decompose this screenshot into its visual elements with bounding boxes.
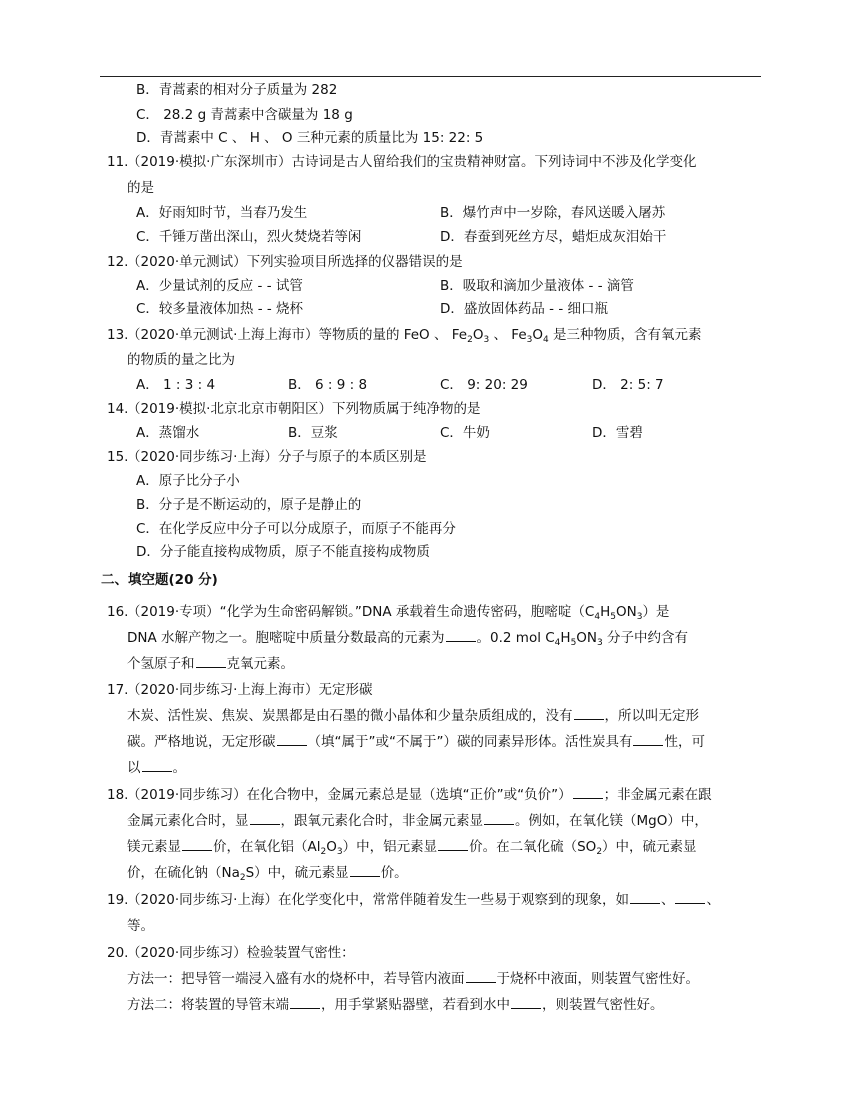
q12-option-d: D．盛放固体药品 - - 细口瓶	[440, 301, 609, 317]
q12-stem: （2020·单元测试）下列实验项目所选择的仪器错误的是	[127, 254, 463, 270]
answer-blank[interactable]	[675, 891, 705, 904]
q19-number: 19.	[107, 892, 129, 908]
answer-blank[interactable]	[277, 733, 307, 746]
q16-line3: 个氢原子和 克氧元素。	[127, 656, 294, 672]
header-rule	[100, 76, 761, 77]
q16-line1: （2019·专项）“化学为生命密码解锁。”DNA 承载着生命遗传密码，胞嘧啶$(C_4H_5ON_3)$是	[127, 604, 670, 622]
q20-number: 20.	[107, 945, 129, 961]
answer-blank[interactable]	[182, 838, 212, 851]
q17-number: 17.	[107, 682, 129, 698]
q14-option-d: D．雪碧	[592, 425, 643, 441]
prev-option-d: D．青蒿素中 C 、 H 、 O 三种元素的质量比为 15: 22: 5	[136, 130, 484, 146]
q11-stem-line1: （2019·模拟·广东深圳市）古诗词是古人留给我们的宝贵精神财富。下列诗词中不涉及化学变化	[127, 154, 697, 170]
q14-option-a: A．蒸馏水	[136, 425, 200, 441]
answer-blank[interactable]	[633, 733, 663, 746]
q13-option-b: B． 6 : 9 : 8	[288, 377, 368, 393]
answer-blank[interactable]	[574, 707, 604, 720]
answer-blank[interactable]	[196, 655, 226, 668]
q17-line3: 碳。严格地说，无定形碳 （填“属于”或“不属于”）碳的同素异形体。活性炭具有 性，可	[127, 734, 705, 750]
q18-line2: 金属元素化合时，显 ，跟氧元素化合时，非金属元素显 。例如，在氧化镁（MgO）中，	[127, 813, 708, 829]
q15-option-b: B．分子是不断运动的，原子是静止的	[136, 497, 362, 513]
answer-blank[interactable]	[484, 812, 514, 825]
q18-line3: 镁元素显 价，在氧化铝$(Al_2O_3)$中，铝元素显 价。在二氧化硫$(SO_2)$中，硫元素显	[127, 839, 697, 857]
q15-number: 15.	[107, 449, 129, 465]
answer-blank[interactable]	[142, 759, 172, 772]
answer-blank[interactable]	[511, 996, 541, 1009]
q13-stem-line1: （2020·单元测试·上海上海市）等物质的量的 FeO 、 $Fe_2O_3$ 、 $Fe_3O_4$ 是三种物质，含有氧元素	[127, 327, 702, 345]
q12-number: 12.	[107, 254, 129, 270]
q13-stem-line2: 的物质的量之比为	[127, 352, 235, 368]
q20-stem: （2020·同步练习）检验装置气密性：	[127, 945, 355, 961]
q12-option-b: B．吸取和滴加少量液体 - - 滴管	[440, 278, 634, 294]
q15-option-c: C．在化学反应中分子可以分成原子，而原子不能再分	[136, 521, 456, 537]
q11-option-d: D．春蚕到死丝方尽，蜡炬成灰泪始干	[440, 229, 667, 245]
answer-blank[interactable]	[438, 838, 468, 851]
q17-line4: 以 。	[127, 760, 186, 776]
q20-method1: 方法一：把导管一端浸入盛有水的烧杯中，若导管内液面 于烧杯中液面，则装置气密性好。	[127, 971, 699, 987]
section-title-fill-in: 二、填空题(20 分)	[101, 572, 218, 588]
q15-option-d: D．分子能直接构成物质，原子不能直接构成物质	[136, 544, 430, 560]
q14-number: 14.	[107, 401, 129, 417]
q19-line2: 等。	[127, 918, 154, 934]
answer-blank[interactable]	[290, 996, 320, 1009]
q18-line4: 价，在硫化钠$(Na_2S)$中，硫元素显 价。	[127, 865, 408, 883]
q18-number: 18.	[107, 787, 129, 803]
answer-blank[interactable]	[630, 891, 660, 904]
answer-blank[interactable]	[446, 629, 476, 642]
q12-option-a: A．少量试剂的反应 - - 试管	[136, 278, 303, 294]
q11-stem-line2: 的是	[127, 180, 154, 196]
answer-blank[interactable]	[573, 786, 603, 799]
q14-option-b: B．豆浆	[288, 425, 338, 441]
answer-blank[interactable]	[250, 812, 280, 825]
q16-line2: DNA 水解产物之一。胞嘧啶中质量分数最高的元素为 。0.2 mol $C_4H_5ON_3$ 分子中约含有	[127, 630, 689, 648]
answer-blank[interactable]	[350, 864, 380, 877]
prev-option-c: C． 28.2 g 青蒿素中含碳量为 18 g	[136, 107, 353, 123]
q13-number: 13.	[107, 327, 129, 343]
q16-number: 16.	[107, 604, 129, 620]
answer-blank[interactable]	[466, 970, 496, 983]
q11-option-c: C．千锤万凿出深山，烈火焚烧若等闲	[136, 229, 362, 245]
q17-stem: （2020·同步练习·上海上海市）无定形碳	[127, 682, 373, 698]
q14-option-c: C．牛奶	[440, 425, 490, 441]
q11-option-b: B．爆竹声中一岁除，春风送暖入屠苏	[440, 205, 666, 221]
q13-option-a: A． 1 : 3 : 4	[136, 377, 216, 393]
q12-option-c: C．较多量液体加热 - - 烧杯	[136, 301, 304, 317]
q19-line1: （2020·同步练习·上海）在化学变化中，常常伴随着发生一些易于观察到的现象，如 、 、	[127, 892, 720, 908]
q20-method2: 方法二：将装置的导管末端 ，用手掌紧贴器壁，若看到水中 ，则装置气密性好。	[127, 997, 664, 1013]
q11-number: 11.	[107, 154, 129, 170]
q15-stem: （2020·同步练习·上海）分子与原子的本质区别是	[127, 449, 427, 465]
q14-stem: （2019·模拟·北京北京市朝阳区）下列物质属于纯净物的是	[127, 401, 481, 417]
q17-line2: 木炭、活性炭、焦炭、炭黑都是由石墨的微小晶体和少量杂质组成的，没有 ，所以叫无定形	[127, 708, 699, 724]
q11-option-a: A．好雨知时节，当春乃发生	[136, 205, 308, 221]
q15-option-a: A．原子比分子小	[136, 473, 240, 489]
prev-option-b: B．青蒿素的相对分子质量为 282	[136, 82, 338, 98]
q13-option-d: D． 2: 5: 7	[592, 377, 664, 393]
q13-option-c: C． 9: 20: 29	[440, 377, 528, 393]
q18-line1: （2019·同步练习）在化合物中，金属元素总是显（选填“正价”或“负价”） ；非金属元素在跟	[127, 787, 712, 803]
